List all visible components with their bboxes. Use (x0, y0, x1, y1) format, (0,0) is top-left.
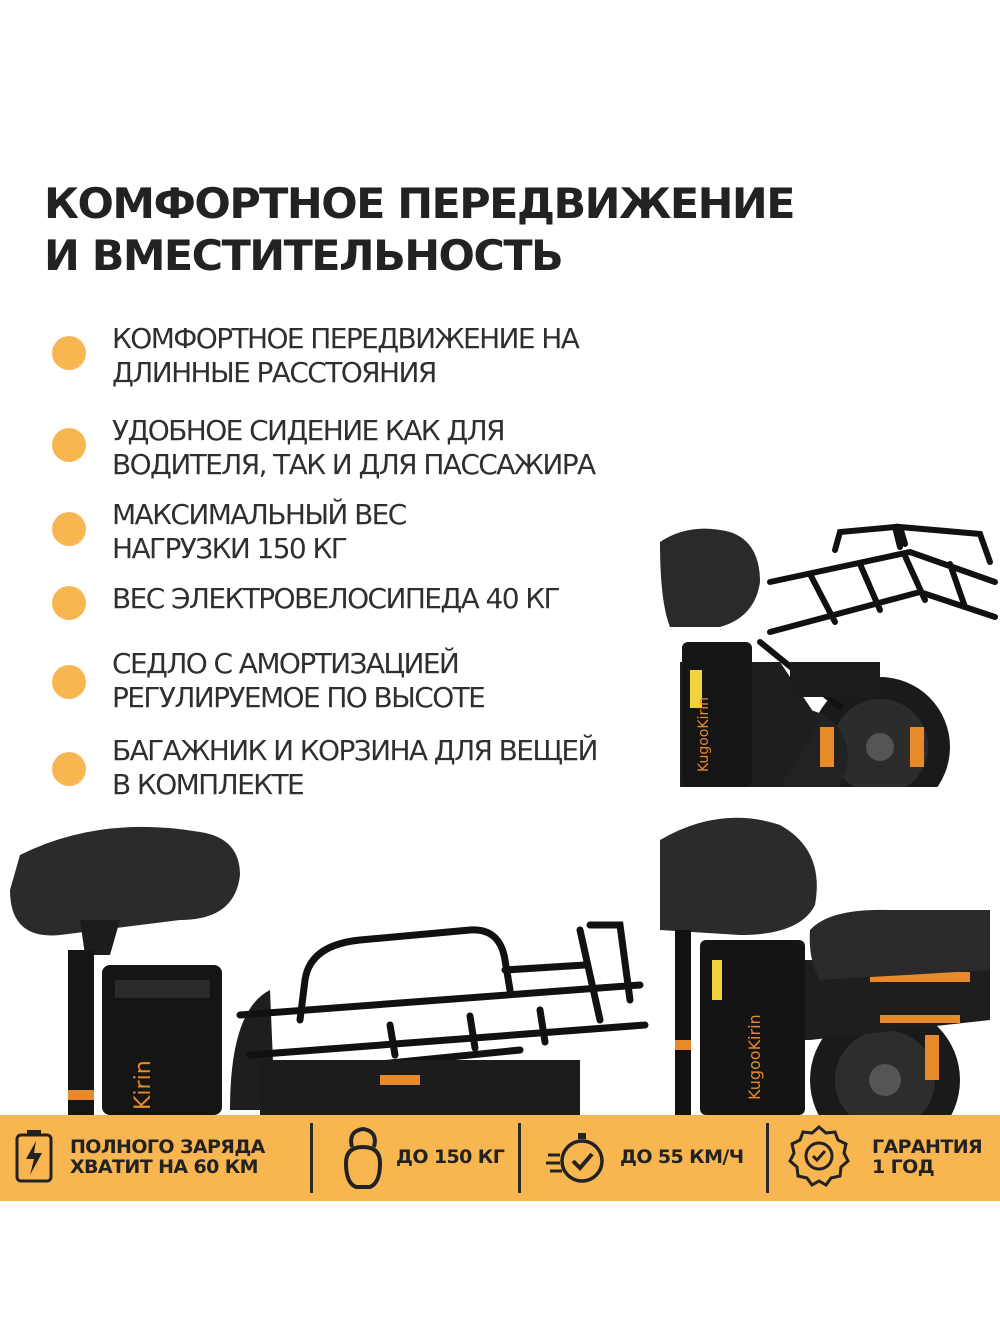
list-item-line-1: УДОБНОЕ СИДЕНИЕ КАК ДЛЯ (112, 414, 504, 447)
brand-label: Kirin (131, 1060, 156, 1110)
feature-range-line-1: ПОЛНОГО ЗАРЯДА (70, 1136, 265, 1158)
list-item-line-1: КОМФОРТНОЕ ПЕРЕДВИЖЕНИЕ НА (112, 322, 579, 355)
guarantee-badge-icon (786, 1123, 852, 1197)
feature-guarantee-line-1: ГАРАНТИЯ (872, 1136, 983, 1158)
feature-load (318, 1115, 518, 1201)
divider (766, 1123, 769, 1193)
photo-carrier-basket (0, 820, 650, 1115)
bullet-dot-icon (52, 512, 86, 546)
feature-range (0, 1115, 310, 1201)
bullet-dot-icon (52, 752, 86, 786)
feature-speed-text: ДО 55 КМ/Ч (620, 1146, 744, 1168)
photo-double-seat (660, 810, 1000, 1115)
list-item-line-1: СЕДЛО С АМОРТИЗАЦИЕЙ (112, 647, 459, 680)
list-item-line-1: ВЕС ЭЛЕКТРОВЕЛОСИПЕДА 40 КГ (112, 582, 560, 615)
divider (518, 1123, 521, 1193)
list-item-line-1: БАГАЖНИК И КОРЗИНА ДЛЯ ВЕЩЕЙ (112, 734, 597, 767)
list-item-line-2: ДЛИННЫЕ РАССТОЯНИЯ (112, 356, 436, 389)
photo-rear-rack (660, 522, 1000, 787)
kettlebell-icon (338, 1125, 388, 1195)
brand-label: KugooKirin (745, 1014, 764, 1100)
feature-guarantee-line-2: 1 ГОД (872, 1156, 935, 1178)
page-title (44, 178, 962, 282)
feature-speed (526, 1115, 766, 1201)
bullet-dot-icon (52, 336, 86, 370)
list-item-line-2: В КОМПЛЕКТЕ (112, 768, 304, 801)
list-item-line-2: РЕГУЛИРУЕМОЕ ПО ВЫСОТЕ (112, 681, 485, 714)
bullet-dot-icon (52, 428, 86, 462)
title-line-1: КОМФОРТНОЕ ПЕРЕДВИЖЕНИЕ (44, 179, 794, 228)
feature-load-text: ДО 150 КГ (396, 1146, 505, 1168)
speed-stopwatch-icon (546, 1127, 606, 1191)
bullet-dot-icon (52, 665, 86, 699)
feature-bar (0, 1115, 1000, 1201)
feature-guarantee (774, 1115, 1000, 1201)
list-item-line-1: МАКСИМАЛЬНЫЙ ВЕС (112, 498, 406, 531)
brand-label: KugooKirin (696, 697, 712, 772)
list-item-line-2: ВОДИТЕЛЯ, ТАК И ДЛЯ ПАССАЖИРА (112, 448, 595, 481)
feature-range-line-2: ХВАТИТ НА 60 КМ (70, 1156, 258, 1178)
bullet-dot-icon (52, 586, 86, 620)
divider (310, 1123, 313, 1193)
title-line-2: И ВМЕСТИТЕЛЬНОСТЬ (44, 231, 563, 280)
battery-charge-icon (14, 1129, 54, 1189)
list-item-line-2: НАГРУЗКИ 150 КГ (112, 532, 347, 565)
